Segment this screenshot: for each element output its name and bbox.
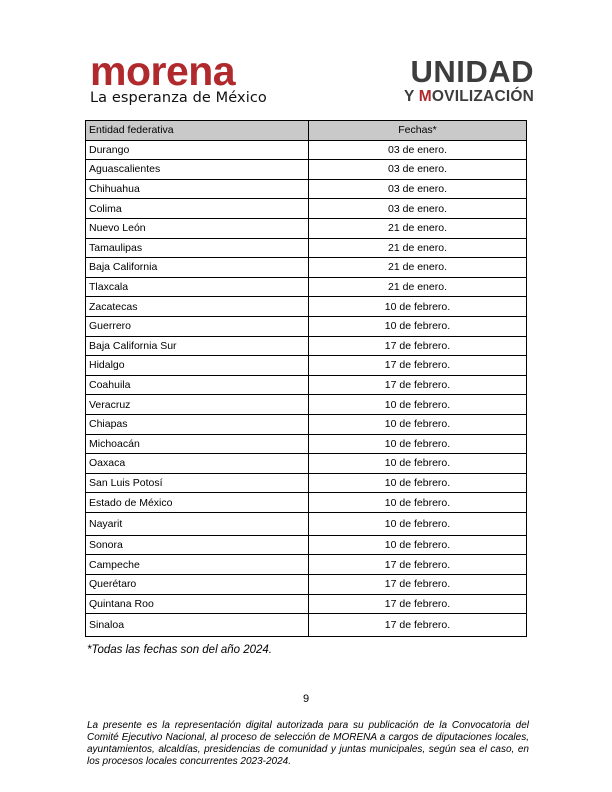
- date-cell: 10 de febrero.: [309, 535, 527, 555]
- entity-cell: Aguascalientes: [86, 160, 309, 180]
- table-row: [86, 493, 527, 513]
- entity-cell: Chihuahua: [86, 179, 309, 199]
- schedule-table: [85, 120, 527, 637]
- table-row: [86, 375, 527, 395]
- table-row: [86, 395, 527, 415]
- movilizacion-wordmark: [364, 88, 534, 106]
- table-row: [86, 316, 527, 336]
- table-row: [86, 238, 527, 258]
- date-cell: 10 de febrero.: [309, 512, 527, 535]
- unidad-wordmark: UNIDAD: [410, 54, 534, 89]
- date-cell: 21 de enero.: [309, 277, 527, 297]
- entity-cell: Colima: [86, 199, 309, 219]
- table-row: [86, 336, 527, 356]
- entity-cell: Coahuila: [86, 375, 309, 395]
- movilizacion-m: M: [418, 88, 432, 105]
- table-row: [86, 277, 527, 297]
- entity-cell: Querétaro: [86, 575, 309, 595]
- entity-cell: Michoacán: [86, 434, 309, 454]
- entity-cell: Tlaxcala: [86, 277, 309, 297]
- date-cell: 10 de febrero.: [309, 434, 527, 454]
- date-cell: 21 de enero.: [309, 258, 527, 278]
- entity-cell: Nuevo León: [86, 218, 309, 238]
- table-row: [86, 258, 527, 278]
- entity-cell: Sinaloa: [86, 614, 309, 637]
- entity-cell: San Luis Potosí: [86, 473, 309, 493]
- entity-cell: Chiapas: [86, 414, 309, 434]
- entity-cell: Nayarit: [86, 512, 309, 535]
- table-row: [86, 535, 527, 555]
- entity-cell: Estado de México: [86, 493, 309, 513]
- entity-cell: Hidalgo: [86, 356, 309, 376]
- entity-cell: Campeche: [86, 555, 309, 575]
- date-cell: 21 de enero.: [309, 238, 527, 258]
- table-row: [86, 199, 527, 219]
- table-row: [86, 140, 527, 160]
- movilizacion-rest: OVILIZACIÓN: [431, 88, 534, 105]
- table-row: [86, 297, 527, 317]
- table-row: [86, 414, 527, 434]
- date-cell: 10 de febrero.: [309, 493, 527, 513]
- entity-cell: Baja California: [86, 258, 309, 278]
- date-cell: 03 de enero.: [309, 179, 527, 199]
- entity-cell: Quintana Roo: [86, 594, 309, 614]
- dates-footnote: *Todas las fechas son del año 2024.: [87, 644, 272, 656]
- date-cell: 10 de febrero.: [309, 316, 527, 336]
- movilizacion-y: Y: [404, 88, 419, 105]
- date-cell: 03 de enero.: [309, 199, 527, 219]
- entity-cell: Veracruz: [86, 395, 309, 415]
- date-cell: 17 de febrero.: [309, 375, 527, 395]
- date-cell: 17 de febrero.: [309, 575, 527, 595]
- date-cell: 10 de febrero.: [309, 454, 527, 474]
- legal-footer: La presente es la representación digital autorizada para su publicación de la Convocatoria del Comité Ejecutivo Nacional, al proceso de selección de MORENA a cargos de diputaciones locales, ayuntamientos, alcaldías, presidencias de comunidad y juntas municipales, según sea el caso, en los procesos locales concurrentes 2023-2024.: [87, 720, 529, 767]
- entity-cell: Tamaulipas: [86, 238, 309, 258]
- date-cell: 10 de febrero.: [309, 473, 527, 493]
- table-row: [86, 179, 527, 199]
- morena-logo: [90, 48, 280, 106]
- table-row: [86, 218, 527, 238]
- table-row: [86, 473, 527, 493]
- date-cell: 10 de febrero.: [309, 414, 527, 434]
- date-cell: 17 de febrero.: [309, 555, 527, 575]
- unidad-logo: [364, 56, 534, 106]
- date-cell: 17 de febrero.: [309, 614, 527, 637]
- entity-cell: Oaxaca: [86, 454, 309, 474]
- entity-cell: Guerrero: [86, 316, 309, 336]
- morena-wordmark: morena: [90, 48, 236, 94]
- entity-cell: Sonora: [86, 535, 309, 555]
- date-cell: 03 de enero.: [309, 160, 527, 180]
- date-cell: 10 de febrero.: [309, 395, 527, 415]
- table-row: [86, 454, 527, 474]
- table-row: [86, 594, 527, 614]
- date-cell: 21 de enero.: [309, 218, 527, 238]
- table-header-row: [86, 121, 527, 141]
- date-cell: 10 de febrero.: [309, 297, 527, 317]
- date-cell: 03 de enero.: [309, 140, 527, 160]
- column-header-entity: Entidad federativa: [86, 121, 309, 141]
- morena-tagline: La esperanza de México: [90, 90, 267, 106]
- table-row: [86, 575, 527, 595]
- date-cell: 17 de febrero.: [309, 594, 527, 614]
- table-row: [86, 160, 527, 180]
- entity-cell: Durango: [86, 140, 309, 160]
- entity-cell: Baja California Sur: [86, 336, 309, 356]
- table-row: [86, 512, 527, 535]
- table-row: [86, 555, 527, 575]
- entity-cell: Zacatecas: [86, 297, 309, 317]
- date-cell: 17 de febrero.: [309, 356, 527, 376]
- table-row: [86, 614, 527, 637]
- table-row: [86, 434, 527, 454]
- date-cell: 17 de febrero.: [309, 336, 527, 356]
- table-row: [86, 356, 527, 376]
- page-number: 9: [302, 693, 310, 705]
- column-header-dates: Fechas*: [309, 121, 527, 141]
